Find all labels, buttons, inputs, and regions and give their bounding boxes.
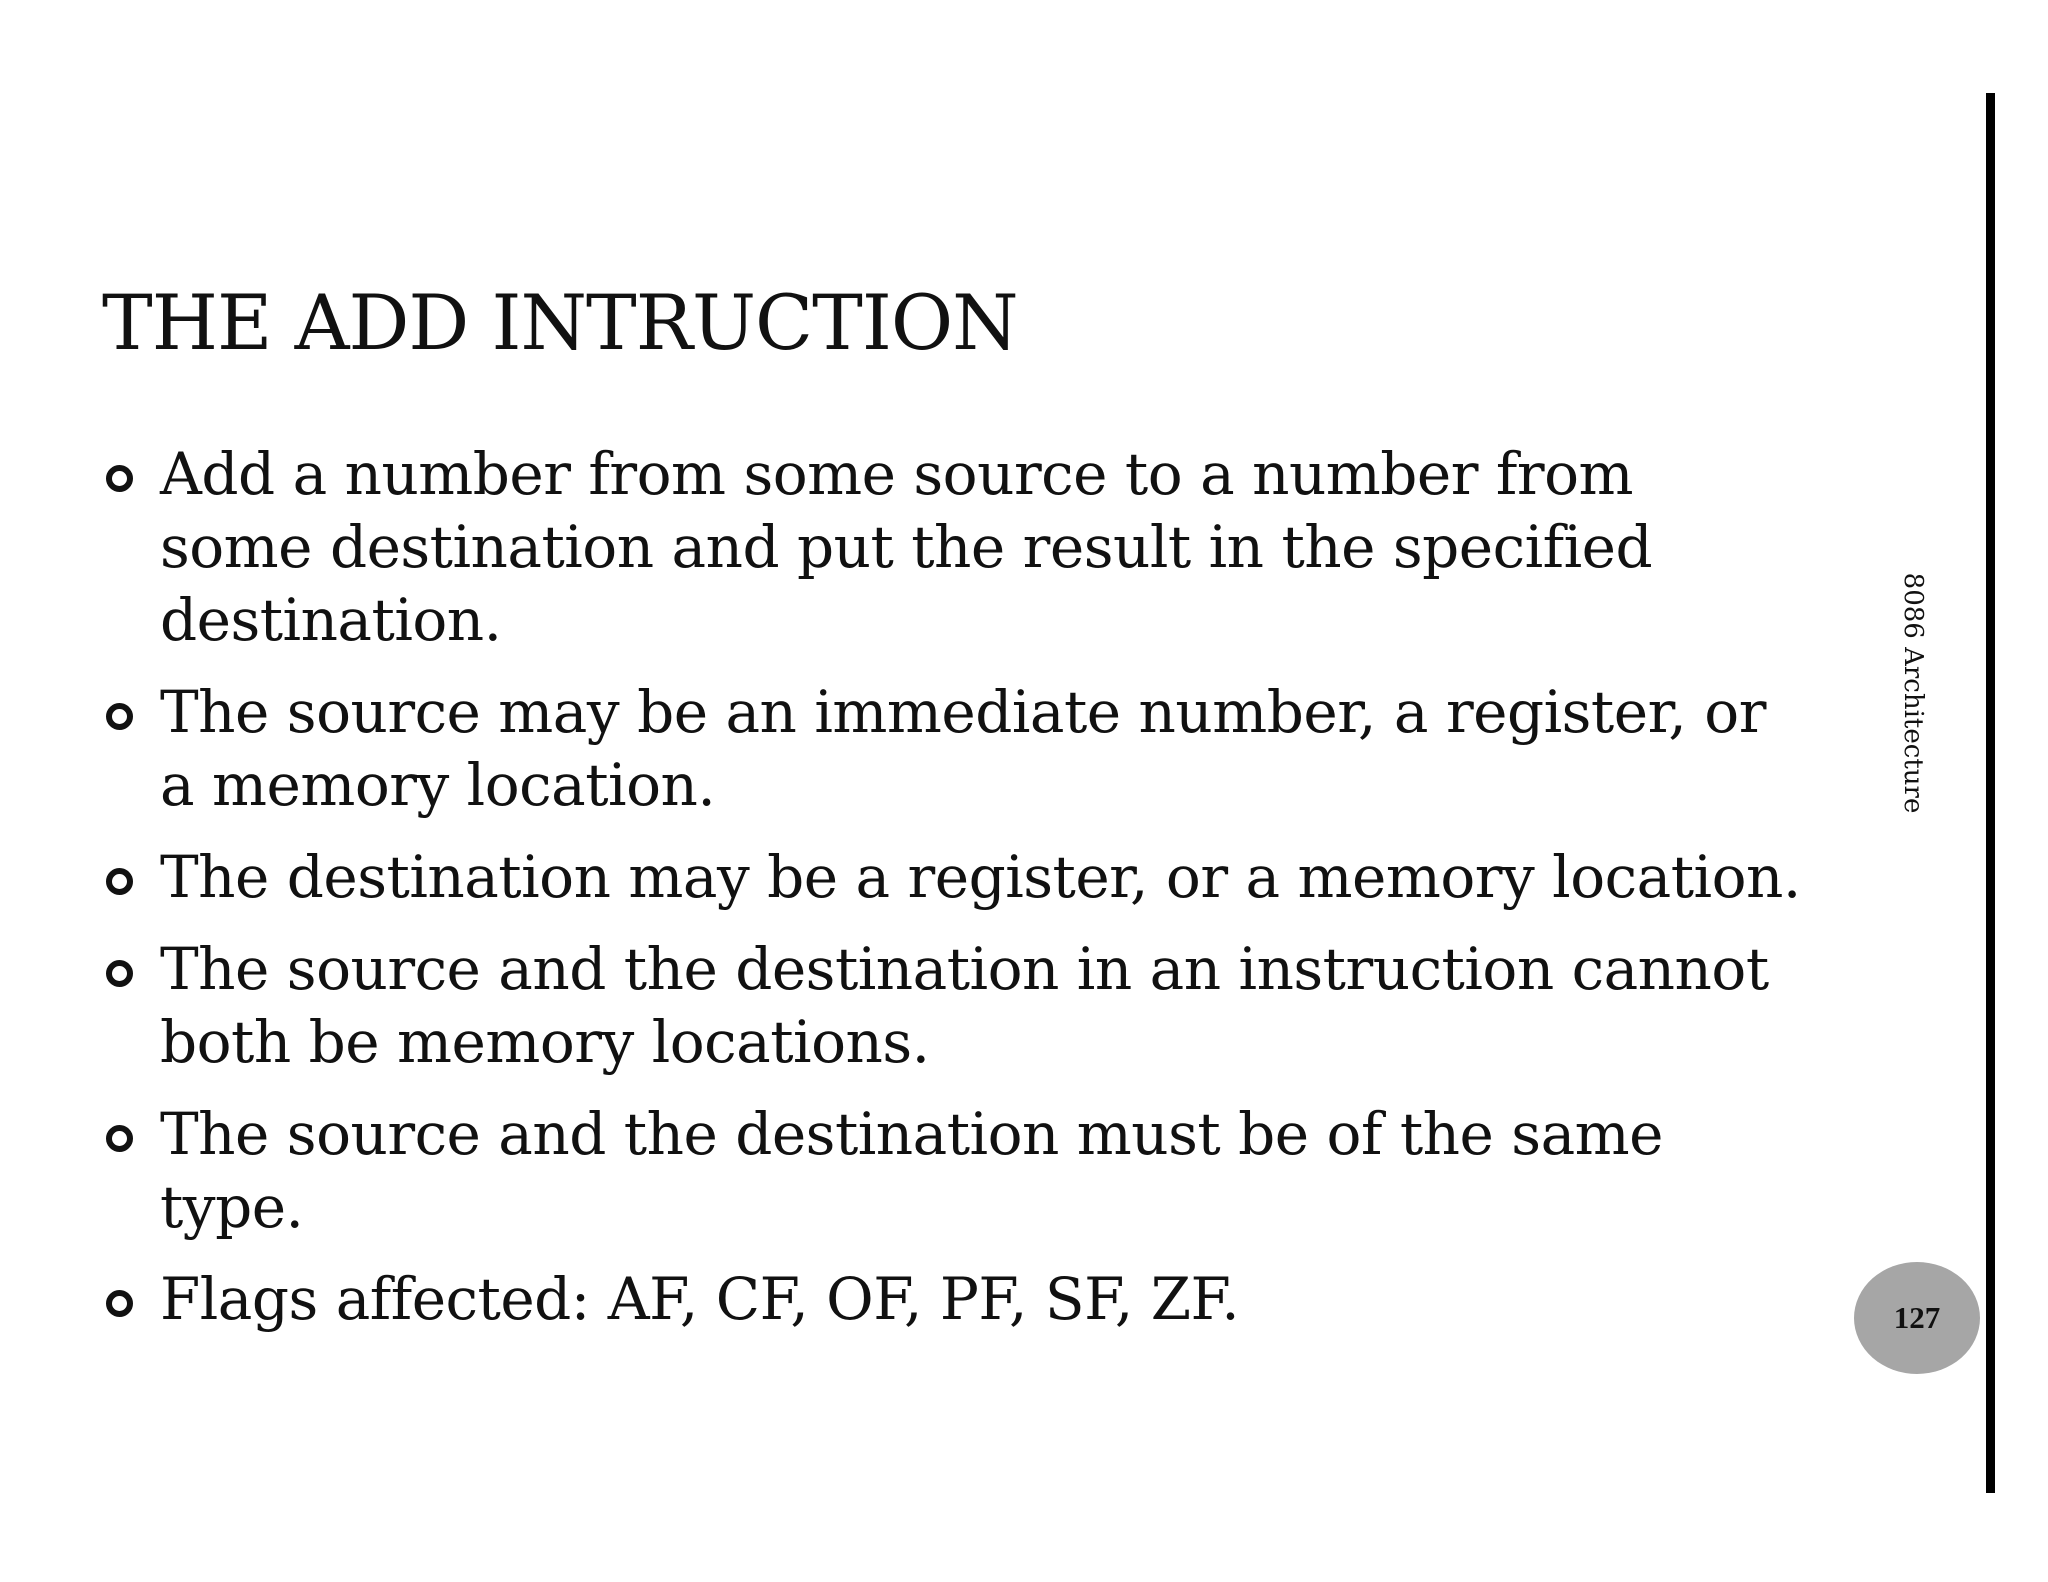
bullet-text: Add a number from some source to a number from some destination and put the result in the specified destination. xyxy=(160,440,1653,654)
hollow-circle-bullet-icon xyxy=(106,1125,133,1152)
bullet-text: Flags affected: AF, CF, OF, PF, SF, ZF. xyxy=(160,1265,1240,1333)
page-number-badge xyxy=(1854,1262,1980,1374)
hollow-circle-bullet-icon xyxy=(106,868,133,895)
bullet-item-5 xyxy=(102,1098,1802,1244)
bullet-item-3 xyxy=(102,841,1802,914)
hollow-circle-bullet-icon xyxy=(106,960,133,987)
slide-title: THE ADD INTRUCTION xyxy=(102,278,1018,367)
bullet-list xyxy=(102,438,1802,1355)
bullet-text: The source may be an immediate number, a register, or a memory location. xyxy=(160,678,1766,819)
page-number: 127 xyxy=(1893,1300,1941,1335)
bullet-item-4 xyxy=(102,933,1802,1079)
bullet-text: The destination may be a register, or a memory location. xyxy=(160,843,1801,911)
vertical-divider-rule xyxy=(1986,93,1995,1493)
bullet-text: The source and the destination must be of the same type. xyxy=(160,1100,1663,1241)
hollow-circle-bullet-icon xyxy=(106,1290,133,1317)
side-label-text: 8086 Architecture xyxy=(1898,572,1928,814)
bullet-item-6 xyxy=(102,1263,1802,1336)
hollow-circle-bullet-icon xyxy=(106,465,133,492)
bullet-item-2 xyxy=(102,676,1802,822)
hollow-circle-bullet-icon xyxy=(106,703,133,730)
bullet-item-1 xyxy=(102,438,1802,657)
bullet-text: The source and the destination in an instruction cannot both be memory locations. xyxy=(160,935,1769,1076)
